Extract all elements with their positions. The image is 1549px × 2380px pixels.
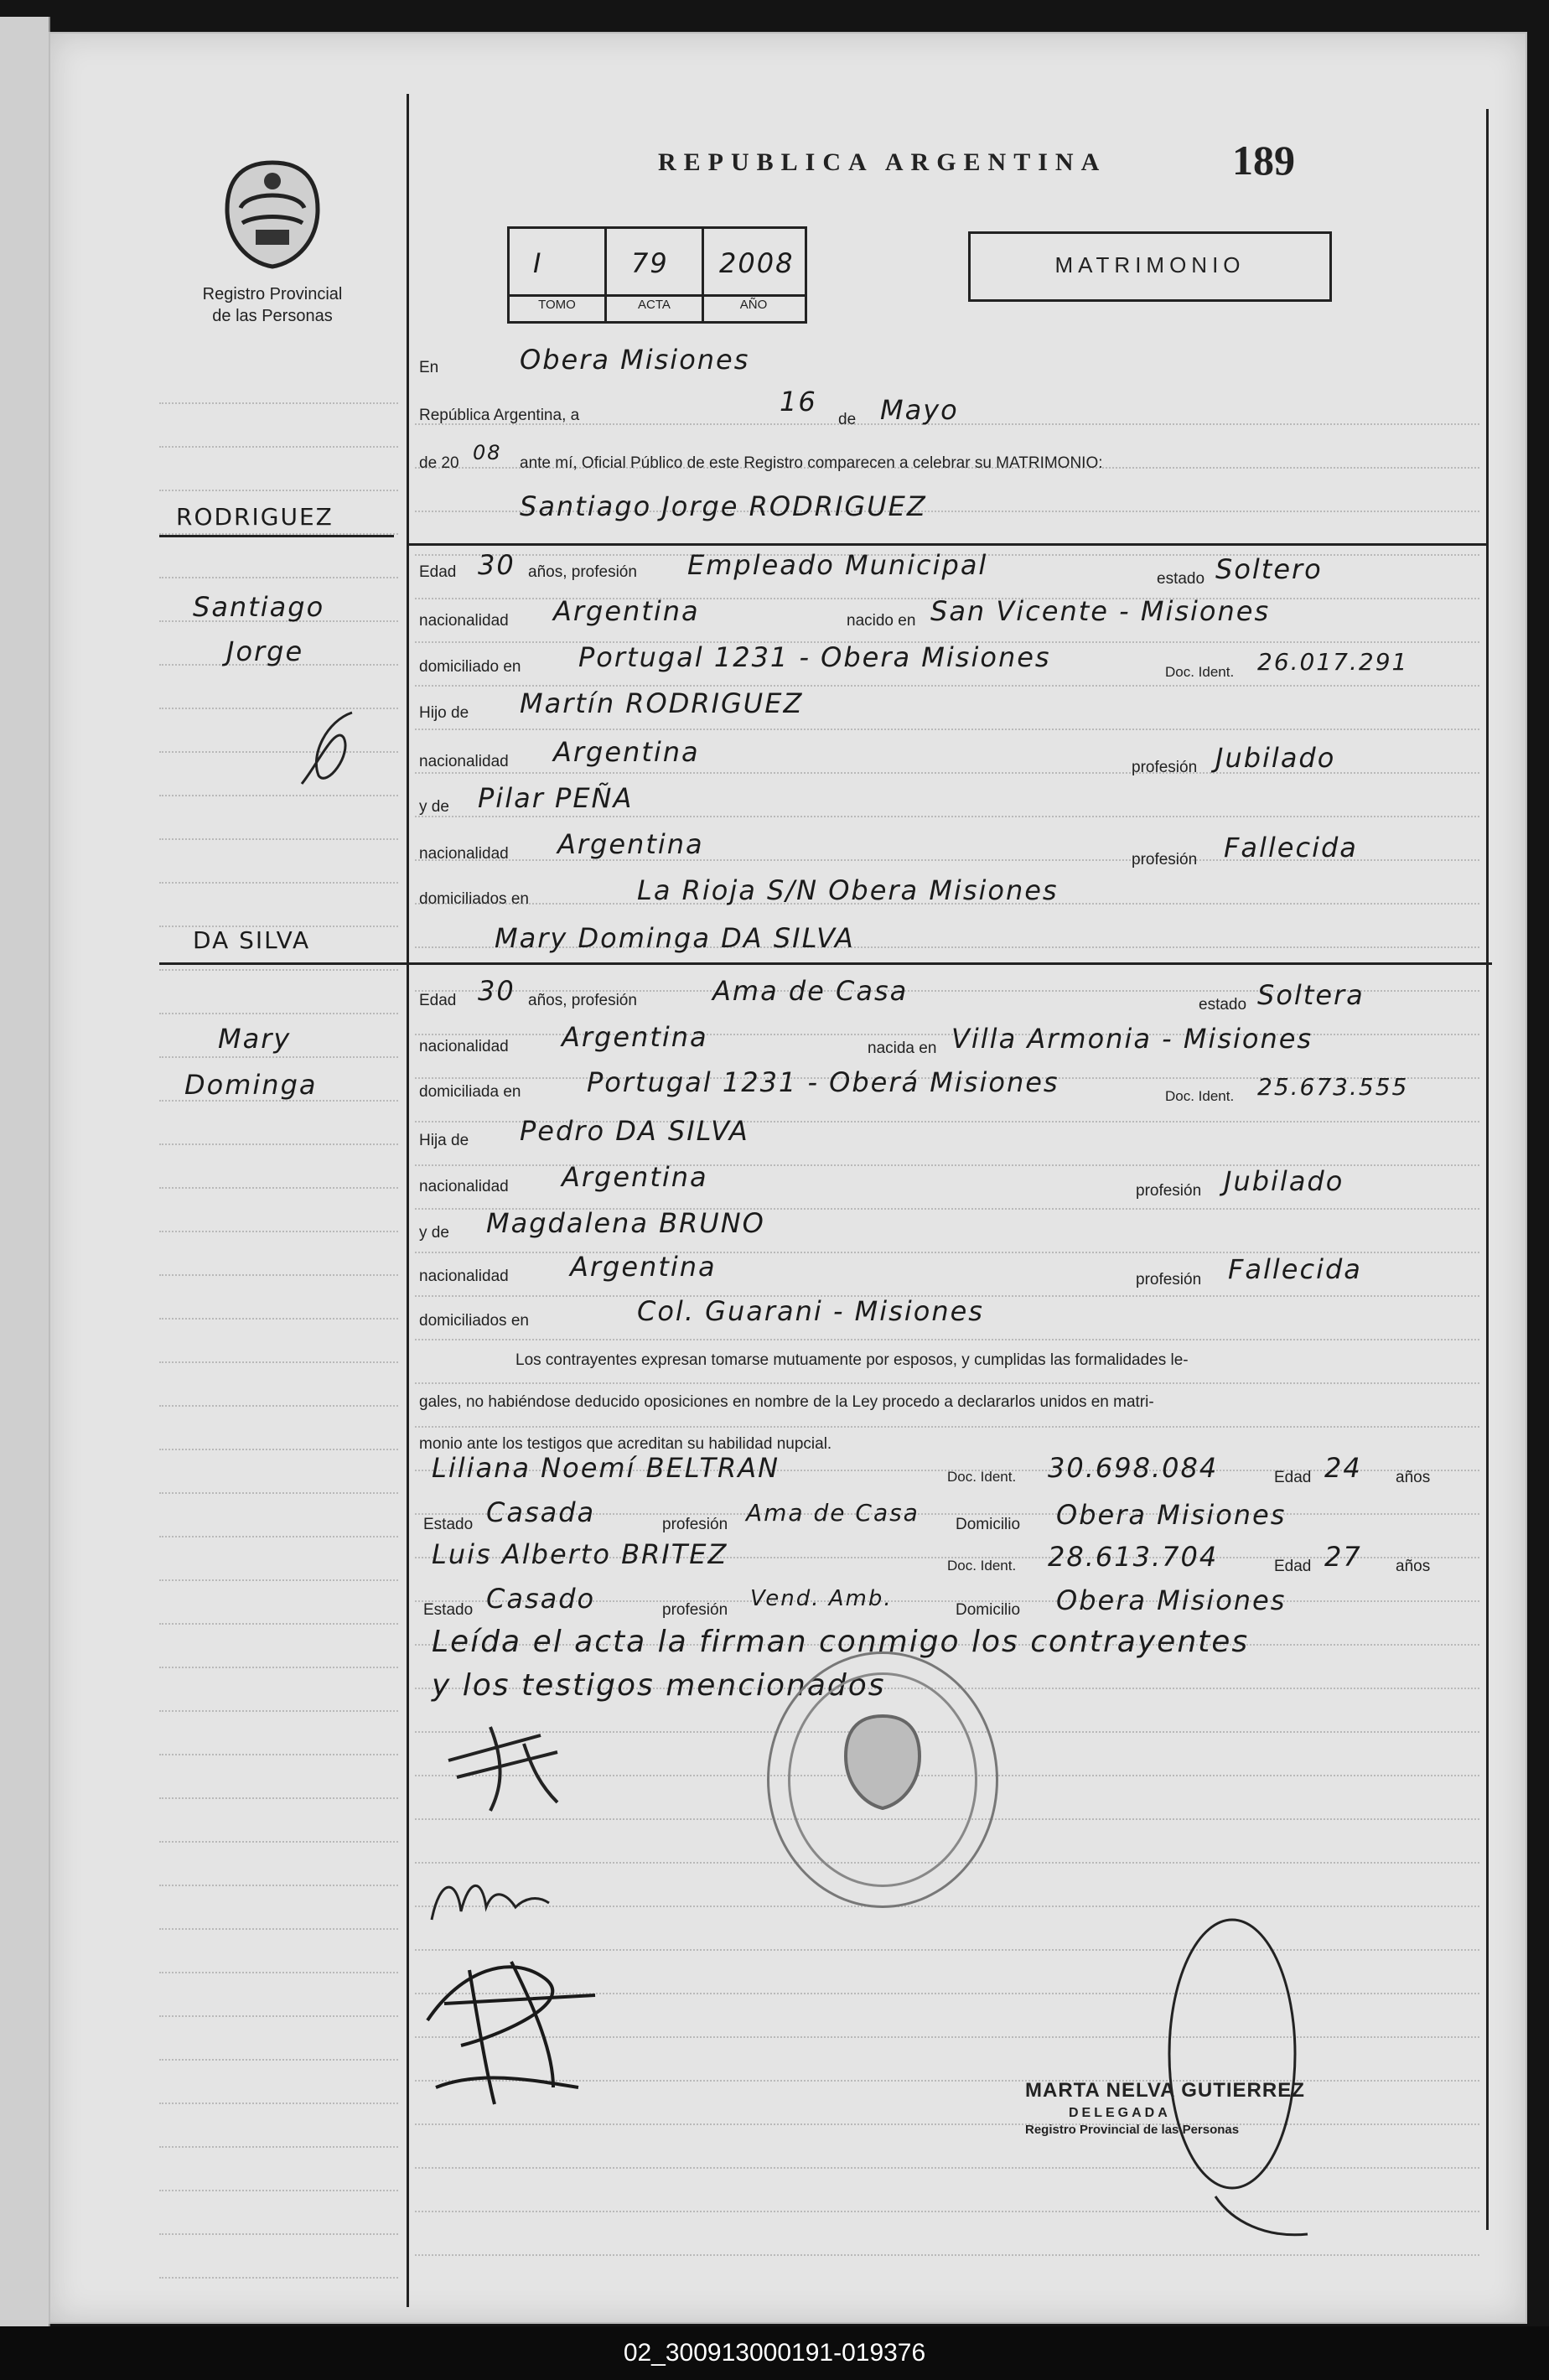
ruled-line (159, 1754, 398, 1755)
bride-father-nationality: Argentina (562, 1161, 708, 1193)
bride-parents-dom-label: domiciliados en (419, 1312, 529, 1330)
official-seal (767, 1651, 998, 1908)
groom-estado-label: estado (1157, 570, 1205, 588)
ruled-line (159, 2015, 398, 2017)
ruled-line (415, 1382, 1479, 1384)
en-label: En (419, 359, 439, 376)
declaration-line-1: Los contrayentes expresan tomarse mutuamente por esposos, y cumplidas las formalidades le- (515, 1351, 1189, 1369)
ano-value: 2008 (719, 247, 795, 279)
ruled-line (159, 1841, 398, 1843)
stamp-officer-title: DELEGADA (1069, 2106, 1171, 2120)
day-value: 16 (780, 386, 817, 417)
witness2-edad-label: Edad (1274, 1558, 1312, 1575)
witness2-estado-label: Estado (423, 1601, 474, 1619)
bride-doc: 25.673.555 (1257, 1073, 1409, 1101)
groom-doc-label: Doc. Ident. (1165, 664, 1235, 680)
month-value: Mayo (880, 394, 959, 426)
registry-name-2: de las Personas (212, 307, 333, 325)
witness1-anos-label: años (1396, 1469, 1431, 1486)
witness1-profession: Ama de Casa (746, 1499, 920, 1527)
groom-hijo-label: Hijo de (419, 704, 469, 722)
groom-father-profession: Jubilado (1215, 742, 1336, 774)
ano-label: AÑO (739, 298, 768, 312)
ruled-line (415, 685, 1479, 687)
ruled-line (415, 1426, 1479, 1428)
margin-groom-given-2: Jorge (226, 635, 304, 667)
place-value: Obera Misiones (520, 344, 750, 376)
groom-edad-label: Edad (419, 563, 457, 581)
ruled-line (159, 2059, 398, 2061)
bride-yde-label: y de (419, 1224, 449, 1242)
witness2-doc-label: Doc. Ident. (947, 1558, 1017, 1574)
ruled-line (159, 1492, 398, 1494)
groom-birthplace: San Vicente - Misiones (930, 595, 1271, 627)
witness1-edad-label: Edad (1274, 1469, 1312, 1486)
witness1-age: 24 (1324, 1452, 1362, 1484)
groom-mother-prof-label: profesión (1132, 851, 1198, 869)
ruled-line (159, 1449, 398, 1450)
groom-mother: Pilar PEÑA (478, 782, 634, 814)
ruled-line (415, 729, 1479, 730)
witness2-name: Luis Alberto BRITEZ (432, 1538, 728, 1570)
bride-full-name: Mary Dominga DA SILVA (495, 922, 855, 954)
stamp-organization: Registro Provincial de las Personas (1025, 2123, 1240, 2137)
groom-profession: Empleado Municipal (687, 549, 988, 581)
groom-anos-prof-label: años, profesión (528, 563, 637, 581)
bride-father-prof-label: profesión (1136, 1182, 1202, 1200)
bride-mother-nationality: Argentina (570, 1251, 717, 1283)
acta-label: ACTA (638, 298, 671, 312)
book-spine-edge (0, 17, 50, 2347)
year-suffix: 08 (473, 441, 502, 464)
ruled-line (159, 1361, 398, 1363)
groom-doc: 26.017.291 (1257, 648, 1409, 676)
groom-dom-label: domiciliado en (419, 658, 521, 676)
ruled-line (159, 969, 398, 971)
ruled-line (159, 2277, 398, 2279)
registry-name-1: Registro Provincial (202, 285, 343, 303)
groom-yde-label: y de (419, 798, 449, 816)
republica-label: República Argentina, a (419, 407, 580, 424)
ruled-line (159, 1623, 398, 1625)
ruled-line (159, 2146, 398, 2148)
witness1-name: Liliana Noemí BELTRAN (432, 1452, 780, 1484)
ruled-line (159, 1187, 398, 1189)
witness2-dom-label: Domicilio (956, 1601, 1021, 1619)
bride-edad-label: Edad (419, 992, 457, 1009)
bride-mother-profession: Fallecida (1228, 1253, 1362, 1285)
ruled-line (159, 1536, 398, 1537)
bride-anos-prof-label: años, profesión (528, 992, 637, 1009)
witness1-estado-label: Estado (423, 1516, 474, 1533)
groom-full-name: Santiago Jorge RODRIGUEZ (520, 490, 927, 522)
bride-mother: Magdalena BRUNO (486, 1207, 765, 1239)
margin-bride-given-1: Mary (218, 1023, 292, 1055)
witness2-doc: 28.613.704 (1048, 1541, 1219, 1573)
witness1-estado: Casada (486, 1496, 596, 1528)
ruled-line (159, 1972, 398, 1973)
bride-mother-prof-label: profesión (1136, 1271, 1202, 1289)
bride-birthplace: Villa Armonia - Misiones (951, 1023, 1313, 1055)
bride-father-profession: Jubilado (1224, 1165, 1344, 1197)
record-id-box (507, 226, 807, 324)
bride-father-nac-label: nacionalidad (419, 1178, 509, 1195)
ruled-line (159, 1928, 398, 1930)
bride-profession: Ama de Casa (712, 975, 909, 1007)
ruled-line (159, 1013, 398, 1014)
ruled-line (159, 490, 398, 491)
ruled-line (159, 1318, 398, 1320)
witness2-prof-label: profesión (662, 1601, 728, 1619)
groom-father-nac-label: nacionalidad (419, 753, 509, 770)
groom-address: Portugal 1231 - Obera Misiones (578, 641, 1051, 673)
register-page (49, 32, 1527, 2324)
margin-underline (159, 535, 394, 537)
ruled-line (159, 1056, 398, 1058)
signature-3 (411, 1920, 620, 2121)
groom-section-divider (407, 543, 1488, 546)
ruled-line (159, 1274, 398, 1276)
ruled-line (159, 1231, 398, 1232)
ruled-line (159, 1143, 398, 1145)
closing-line-2: y los testigos mencionados (432, 1668, 886, 1703)
witness2-profession: Vend. Amb. (750, 1586, 893, 1611)
groom-mother-nationality: Argentina (557, 828, 704, 860)
ruled-line (159, 2103, 398, 2104)
groom-father-nationality: Argentina (553, 736, 700, 768)
witness2-address: Obera Misiones (1056, 1584, 1287, 1616)
ruled-line (415, 1339, 1479, 1340)
groom-parents-dom-label: domiciliados en (419, 890, 529, 908)
ruled-line (415, 816, 1479, 817)
ruled-line (159, 577, 398, 578)
tomo-value: I (533, 247, 543, 279)
bride-estado: Soltera (1257, 979, 1365, 1011)
bride-mother-nac-label: nacionalidad (419, 1268, 509, 1285)
groom-mother-profession: Fallecida (1224, 832, 1358, 863)
acta-value: 79 (631, 247, 669, 279)
groom-father: Martín RODRIGUEZ (520, 687, 804, 719)
coat-of-arms-icon (222, 158, 323, 271)
groom-mother-nac-label: nacionalidad (419, 845, 509, 863)
declaration-line-2: gales, no habiéndose deducido oposiciones en nombre de la Ley procedo a declararlos unidos en matri- (419, 1393, 1154, 1411)
witness2-anos-label: años (1396, 1558, 1431, 1575)
right-border (1486, 109, 1489, 2230)
margin-groom-surname: RODRIGUEZ (176, 503, 334, 531)
bride-nac-label: nacionalidad (419, 1038, 509, 1055)
seal-coat-of-arms-icon (841, 1713, 925, 1813)
de-label: de (838, 411, 857, 428)
bride-nationality: Argentina (562, 1021, 708, 1053)
witness1-prof-label: profesión (662, 1516, 728, 1533)
page-number: 189 (1232, 137, 1295, 184)
bride-nacida-label: nacida en (868, 1040, 937, 1057)
country-heading: REPUBLICA ARGENTINA (658, 148, 1107, 176)
ruled-line (159, 838, 398, 840)
signature-1 (440, 1719, 583, 1819)
bride-estado-label: estado (1199, 996, 1247, 1014)
tomo-label: TOMO (538, 298, 576, 312)
ruled-line (159, 1579, 398, 1581)
stamp-officer-name: MARTA NELVA GUTIERREZ (1025, 2079, 1305, 2102)
witness1-doc: 30.698.084 (1048, 1452, 1219, 1484)
witness1-address: Obera Misiones (1056, 1499, 1287, 1531)
closing-line-1: Leída el acta la firman conmigo los contrayentes (432, 1625, 1250, 1659)
bride-dom-label: domiciliada en (419, 1083, 521, 1101)
ruled-line (159, 2190, 398, 2191)
bride-doc-label: Doc. Ident. (1165, 1088, 1235, 1104)
ruled-line (159, 1405, 398, 1407)
ruled-line (159, 1667, 398, 1668)
record-type: MATRIMONIO (1054, 252, 1246, 277)
groom-estado: Soltero (1215, 553, 1323, 585)
bride-father: Pedro DA SILVA (520, 1115, 749, 1147)
witness1-doc-label: Doc. Ident. (947, 1469, 1017, 1485)
groom-parents-address: La Rioja S/N Obera Misiones (637, 874, 1059, 906)
declaration-line-3: monio ante los testigos que acreditan su habilidad nupcial. (419, 1435, 832, 1453)
margin-divider (407, 94, 409, 2307)
ruled-line (159, 1885, 398, 1886)
groom-father-prof-label: profesión (1132, 759, 1198, 776)
file-id-caption: 02_300913000191-019376 (0, 2326, 1549, 2380)
bride-hija-label: Hija de (419, 1132, 469, 1149)
margin-bride-surname: DA SILVA (193, 926, 311, 954)
witness1-dom-label: Domicilio (956, 1516, 1021, 1533)
ruled-line (159, 402, 398, 404)
bride-age: 30 (478, 975, 515, 1007)
margin-initial-signature (293, 704, 369, 796)
margin-groom-given-1: Santiago (193, 591, 325, 623)
year-prefix: de 20 (419, 454, 459, 472)
groom-nacido-label: nacido en (847, 612, 916, 630)
ruled-line (159, 882, 398, 884)
witness2-age: 27 (1324, 1541, 1362, 1573)
bride-parents-address: Col. Guarani - Misiones (637, 1295, 984, 1327)
preamble-statement: ante mí, Oficial Público de este Registro comparecen a celebrar su MATRIMONIO: (520, 454, 1103, 472)
record-type-box (968, 231, 1332, 302)
bride-section-divider (159, 962, 1492, 965)
ruled-line (159, 2233, 398, 2235)
groom-nationality: Argentina (553, 595, 700, 627)
bride-address: Portugal 1231 - Oberá Misiones (587, 1066, 1059, 1098)
groom-nac-label: nacionalidad (419, 612, 509, 630)
ruled-line (159, 1710, 398, 1712)
ruled-line (159, 1797, 398, 1799)
groom-age: 30 (478, 549, 515, 581)
margin-bride-given-2: Dominga (184, 1069, 318, 1101)
witness2-estado: Casado (486, 1583, 596, 1615)
ruled-line (159, 446, 398, 448)
